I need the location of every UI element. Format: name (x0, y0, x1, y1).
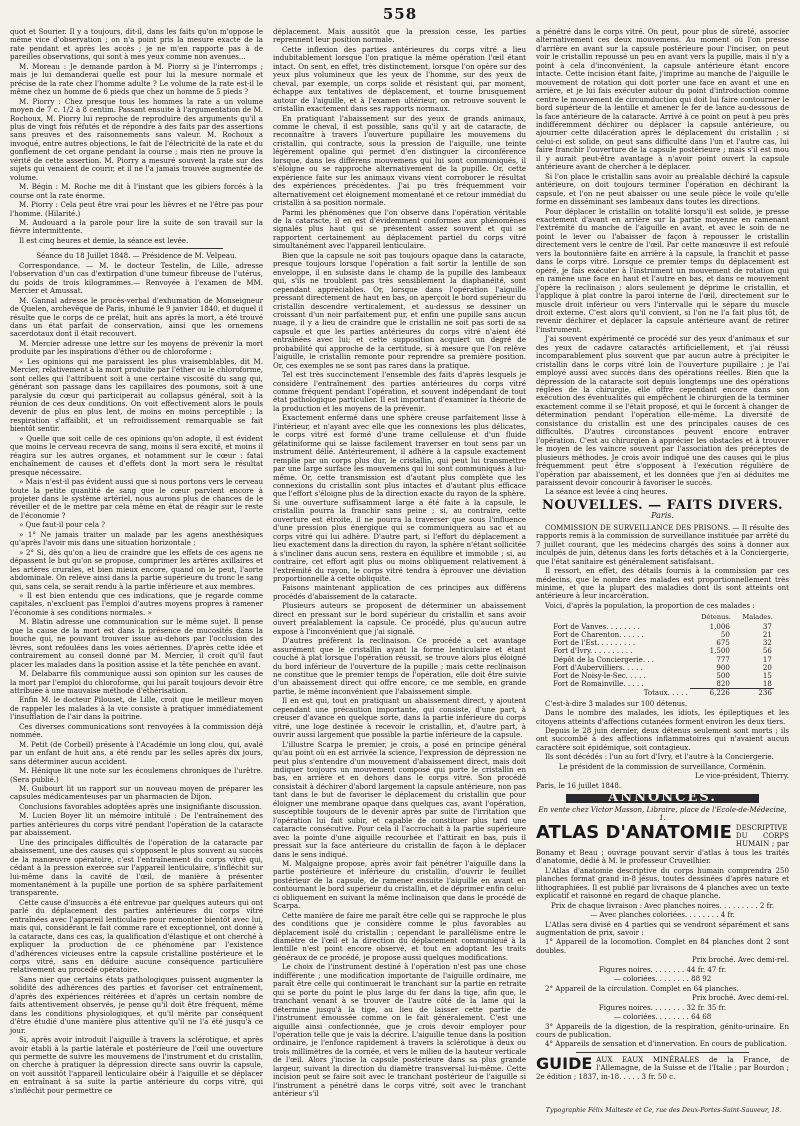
atlas-description: DESCRIPTIVE DU CORPS HUMAIN ; par Bonamy et Beau ; ouvrage pouvant servir d'atlas à tous les traités d'anatomie, dédié à M. le professeur Cruveilhier. (536, 822, 789, 866)
cell-label: Fort de Noisy-le-Sec. . . . . (553, 671, 646, 681)
column-3 (536, 28, 789, 1088)
paragraph: Cette cause d'insuccès a été entrevue par quelques auteurs qui ont parlé du déplacement des parties antérieures du corps vitré entraînées avec l'appareil lenticulaire pour remonter bientôt avec lui, mais qui, considérant le fait comme rare et exceptionnel, ont donné à la cataracte, dans ces cas, la qualification d'élastique et ont cherché à expliquer la production de ce phénomène par l'existence d'adhérences vicieuses entre la capsule cristalline postérieure et le corps vitré, sans en déduire aucune conséquence particulière relativement au procédé opératoire. (10, 897, 263, 975)
prison-table (551, 612, 774, 697)
cell-detenus: 900 (716, 662, 730, 672)
cell-malades: 18 (762, 679, 772, 689)
paragraph: déplacement. Mais aussitôt que la pression cesse, les parties reprennent leur position normale. (273, 27, 526, 45)
paragraph: 3° Appareils de la digestion, de la respiration, génito-urinaire. En cours de publication. (536, 1021, 789, 1039)
paragraph: M. Mercier adresse une lettre sur les moyens de prévenir la mort produite par les inspirations d'éther ou de chloroforme : (10, 338, 263, 357)
price-line: — coloriées. . . . . . . . 64 68 (613, 1012, 712, 1022)
paragraph: Si, après avoir introduit l'aiguille à travers la sclérotique, et après avoir établi à la partie latérale et postérieure de l'œil une ouverture qui permette de suivre les mouvemens de l'instrument et du cristallin, on cherche à pratiquer la dépression directe sans ouvrir la capsule, on voit aussitôt l'appareil lenticulaire obéir à l'aiguille et se déplacer en entraînant à sa suite la partie antérieure du corps vitré, qui s'infléchit pour permettre ce (10, 1035, 263, 1095)
paragraph: » 2° Si, dès qu'on a lieu de craindre que les effets de ces agens ne dépassent le but qu'on se propose, comprimer les artères axillaires et les artères crurales, et bien mieux encore, quand on le peut, l'aorte abdominale. On relève ainsi dans la partie supérieure du tronc le sang qui, sans cela, se serait rendu à la partie inférieure et aux membres. (10, 547, 263, 591)
cell-label: Fort d'Ivry. . . . . . . . . . (553, 646, 633, 656)
paragraph: M. Piorry : Chez presque tous les hommes la rate a un volume moyen de 7 c. 1/2 à 8 centim. Passant ensuite à l'argumentation de M. Rochoux, M. Piorry lui reproche de reproduire des arguments qu'il a plus de vingt fois réfutés et de répondre à des faits par des assertions sans preuves et des raisonnements sans valeur. M. Rochoux a invoqué, entre autres objections, le fait de l'électricité de la rate et du gonflement de cet organe pendant la course ; mais rien ne prouve la vérité de cette assertion. M. Piorry a mesuré souvent la rate sur des sujets qui venaient de courir, et il ne l'a jamais trouvée augmentée de volume. (10, 96, 263, 182)
paragraph: Faisons maintenant application de ces principes aux différens procédés d'abaissement de la cataracte. (273, 583, 526, 601)
signature: Le président de la commission de surveillance, Corménin. (558, 761, 767, 771)
paragraph: L'Atlas d'anatomie descriptive du corps humain comprendra 250 planches format grand in-8 jésus, toutes dessinées d'après nature et lithographiées. Il est publié par livraisons de 4 planches avec un texte explicatif et raisonné en regard de chaque planche. (536, 865, 789, 901)
paragraph: Plusieurs auteurs se proposent de déterminer un abaissement direct en pressant sur le bord supérieur du cristallin et sans avoir ouvert préalablement la capsule. Ce procédé, plus qu'aucun autre expose à l'inconvénient que j'ai signalé. (273, 601, 526, 636)
paragraph: » 1° Ne jamais traiter un malade par les agens anesthésiques qu'après l'avoir mis dans une situation horizontale ; (10, 529, 263, 548)
seance-heading: Séance du 18 Juillet 1848. — Présidence de M. Velpeau. (36, 251, 237, 261)
paragraph: Il en est qui, tout en pratiquant un abaissement direct, y ajoutent cependant une précaution importante, qui consiste, d'une part, à creuser d'avance en quelque sorte, dans la partie inférieure du corps vitré, une loge destinée à recevoir le cristallin, et, d'autre part, à ouvrir aussi largement que possible la partie inférieure de la capsule. (273, 696, 526, 740)
paragraph: L'Atlas sera divisé en 4 parties qui se vendront séparément et sans augmentation de prix, savoir : (536, 919, 789, 937)
paragraph: M. Bégin : M. Roche me dit à l'instant que les gibiers forcés à la course ont la rate énorme. (10, 182, 263, 200)
price-line: Figures noires. . . . . . . . 44 fr. 47 fr. (598, 964, 727, 974)
paragraph: Voici, d'après la population, la proportion de ces malades : (545, 600, 755, 610)
atlas-headline: ATLAS D'ANATOMIE (536, 821, 732, 843)
cell-label: Fort de Charenton. . . . . . (553, 630, 644, 640)
guide-description: AUX EAUX MINÉRALES de la France, de l'Allemagne, de la Suisse et de l'Italie ; par Bourdon ; 2e édition ; 1837, in-18. . . . . 3 fr. 50 c. (536, 1054, 789, 1081)
cell-malades: 17 (762, 654, 772, 664)
cell-detenus: 1,006 (709, 621, 730, 631)
news-subtitle: Paris. (651, 511, 674, 521)
page (10, 6, 790, 1114)
cell-detenus: 50 (720, 630, 730, 640)
paragraph: J'ai souvent expérimenté ce procédé sur des yeux d'animaux et sur des yeux de cadavre cataractés artificiellement, et j'ai réussi incomparablement plus souvent que par aucun autre à précipiter le cristallin dans le corps vitré loin de l'ouverture pupillaire ; je l'ai employé aussi avec succès dans des opérations réelles. Bien que la dépression de la cataracte soit depuis longtemps une des opérations réglées de la chirurgie, elle offre cependant encore dans son exécution des éventualités qui empêchent le chirurgien de la terminer exactement comme il se l'était proposé, et qui le forcent à changer de détermination pendant l'opération elle-même. La diversité de consistance du cristallin est une des principales causes de ces difficultés. D'autres circonstances peuvent encore entraver l'opération. C'est au chirurgien à apprécier les obstacles et à trouver le moyen de les vaincre souvent par l'association des préceptes de plusieurs méthodes. Je crois avoir indiqué une des causes qui le plus fréquemment peut être s'opposent à l'exécution régulière de l'opération par abaissement, et les données que j'en ai déduites me paraissent devoir concourir à favoriser le succès. (536, 334, 789, 488)
paragraph: Cette inflexion des parties antérieures du corps vitré a lieu indubitablement lorsque l'on pratique la même opération l'œil étant intact. On sent, en effet, très distinctement, lorsque l'on opère sur des yeux plus volumineux que les yeux de l'homme, sur des yeux de cheval, par exemple, un corps solide et résistant qui, par moment, échappe aux tentatives de déplacement, et tourne brusquement autour de l'aiguille, et à l'examen ultérieur, on retrouve souvent le cristallin exactement dans ses rapports normaux. (273, 44, 526, 114)
paragraph: » Quelle que soit celle de ces opinions qu'on adopte, il est évident que moins le cerveau recevra de sang, moins il sera excité, et moins il réagira sur les autres organes, et notamment sur le cœur : fatal enchaînement de causes et d'effets dont la mort sera le résultat presque nécessaire. (10, 433, 263, 477)
cell-malades: 56 (762, 646, 772, 656)
column-1 (10, 27, 263, 1095)
signature: Le vice-président, Thierry. (695, 771, 789, 781)
paragraph: Sans nier que certains états pathologiques puissent augmenter la solidité des adhérences des parties et favoriser cet entraînement, d'après des expériences réitérées et d'après un certain nombre de faits attentivement observés, je pense qu'il doit être fréquent, même dans les conditions physiologiques, et qu'il mérite par conséquent d'être étudié d'une manière plus attentive qu'il ne l'a été jusqu'à ce jour. (10, 974, 263, 1035)
paragraph: » Que faut-il pour cela ? (19, 520, 106, 530)
paragraph: M. Lucien Boyer lit un mémoire intitulé : De l'entraînement des parties antérieures du corps vitré pendant l'opération de la cataracte par abaissement. (10, 811, 263, 838)
paragraph: M. Delabarre fils communique aussi son opinion sur les causes de la mort par l'emploi du chloroforme, qui lui paraît toujours devoir être attribuée à une mauvaise méthode d'éthérisation. (10, 669, 263, 695)
paragraph: » Il est bien entendu que ces indications, que je regarde comme capitales, n'excluent pas l'emploi d'autres moyens propres à ramener l'économie à ses conditions normales. » (10, 591, 263, 617)
paragraph: Ces diverses communications sont renvoyées à la commission déjà nommée. (10, 721, 263, 740)
cell-label: Fort de Vanves. . . . . . . . (553, 621, 640, 631)
divider (50, 248, 223, 249)
annonces-title: ANNONCES. (566, 794, 759, 802)
paragraph: Depuis le 28 juin dernier, deux détenus seulement sont morts ; ils ont succombé à des affections inflammatoires qui n'avaient aucun caractère soit épidémique, soit contagieux. (536, 726, 789, 752)
paragraph: M. Guibourt lit un rapport sur un nouveau moyen de préparer les capsules médicamenteuses par un pharmacien de Dijon. (10, 783, 263, 802)
price-line: — Avec planches coloriées. . . . . . . . 4 fr. (590, 910, 735, 920)
table-total-row (551, 689, 774, 698)
cell-malades: 32 (762, 638, 772, 648)
cell-detenus: 500 (716, 671, 730, 681)
paragraph: 2° Appareil de la circulation. Complet en 64 planches. (545, 983, 739, 993)
paragraph: M. Moreau : Je demande pardon à M. Piorry si je l'interromps ; mais je lui demanderai quelle est pour lui la mesure normale et précise de la rate chez l'homme adulte ? Le volume de la rate est-il le même chez un homme de 6 pieds que chez un homme de 5 pieds ? (10, 61, 263, 97)
paragraph: a pénétré dans le corps vitré. On peut, pour plus de sûreté, associer alternativement ces deux mouvemens. Au moment où l'on presse d'arrière en avant sur la capsule postérieure pour l'inciser, on peut voir le cristallin repoussé un peu en avant vers la pupille, mais il n'y a point à cela d'inconvénient, la capsule antérieure étant encore intacte. Cette incision étant faite, j'imprime au manche de l'aiguille le mouvement de rotation qui doit porter une face en avant et une en arrière, et je lui fais exécuter autour du point d'introduction comme centre le mouvement de circumduction qui doit lui faire contourner le bord supérieur de la lentille et amener le fer de lance au-dessous de la face antérieure de la cataracte. Arrivé à ce point on peut à peu près indifféremment déchirer ou déplacer la capsule antérieure, ou ajourner cette dilacération après le déplacement du cristallin ; si celui-ci est solide, on peut sans difficulté dans l'un et l'autre cas, lui faire franchir l'ouverture de la capsule postérieure ; mais s'il est mou il y aurait peut-être avantage à n'avoir point ouvert la capsule antérieure avant de chercher à le déplacer. (536, 27, 789, 172)
column-2 (273, 27, 526, 1099)
price-header: Prix broché. Avec demi-rel. (691, 993, 789, 1003)
paragraph: L'illustre Scarpa le premier, je crois, a posé en principe général qu'au point où en est arrivée la science, l'expression de dépression ne peut plus s'entendre d'un mouvement d'abaissement direct, mais doit indiquer toujours un mouvement composé qui porte le cristallin en bas, en arrière et en dehors dans le corps vitré. Son procédé consistait à déchirer d'abord largement la capsule antérieure, non pas tant dans le but de favoriser le déplacement du cristallin que pour éloigner une membrane opaque dans quelques cas, avant l'opération, susceptible toujours de le devenir après par suite de l'irritation que l'opération lui fait subir, et capable de constituer plus tard une cataracte consécutive. Pour cela il l'accrochait à la partie supérieure avec la pointe d'une aiguille recourbée et l'attirait en bas, puis il pressait sur la face antérieure du cristallin de façon à le déplacer dans le sens indiqué. (273, 739, 526, 859)
paragraph: 4° Appareils de sensation et d'innervation. En cours de publication. (545, 1039, 787, 1049)
page-number: 558 (382, 5, 418, 23)
paragraph: Tel est très succinctement l'ensemble des faits d'après lesquels je considère l'entraînement des parties antérieures du corps vitré comme fréquent pendant l'opération, et souvent indépendant de tout état pathologique particulier. Il est important d'examiner la théorie de la production et les moyens de la prévenir. (273, 370, 526, 413)
cell-malades: 20 (762, 662, 772, 672)
guide-headline: GUIDE (536, 1053, 593, 1073)
paragraph: M. Petit (de Corbeil) présente à l'Académie un long clou, qui, avalé par un enfant de huit ans, a été rendu par les selles après dix jours, sans déterminer aucun accident. (10, 739, 263, 766)
paragraph: Dans le nombre des malades, les idiots, les épileptiques et les citoyens atteints d'affections cutanées forment environ les deux tiers. (536, 708, 789, 726)
paragraph: M. Gannal adresse le procès-verbal d'exhumation de Monseigneur de Quelen, archevêque de Paris, inhumé le 9 janvier 1840, et duquel il résulte que le corps de ce prélat, huit ans après la mort, a été trouvé dans un état parfait de conservation, ainsi que les ornemens sacerdotaux dont il était recouvert. (10, 295, 263, 339)
cell-label: Totaux. . . . . (643, 688, 688, 698)
cell-detenus: 777 (716, 654, 730, 664)
cell-detenus: 1,500 (709, 646, 730, 656)
price-line: Figures noires. . . . . . . . 32 fr. 35 fr. (598, 1002, 727, 1012)
price-line: Prix de chaque livraison : Avec planches noires. . . . . . . . . 2 fr. (550, 900, 775, 910)
guide-ad (536, 1053, 789, 1081)
columns (10, 27, 790, 1099)
paragraph: En pratiquant l'abaissement sur des yeux de grands animaux, comme le cheval, il est possible, sans qu'il y ait de cataracte, de reconnaître à travers l'ouverture pupillaire les mouvemens du cristallin, qui contracte, sous la pression de l'aiguille, une teinte légèrement opaline qui permet d'en distinguer la circonférence lorsque, dans les différens mouvemens qui lui sont communiqués, il s'éloigne ou se rapproche alternativement de la pupille. Or, cette expérience faite sur les animaux vivans vient corroborer le résultat des expériences précédentes. J'ai pu très fréquemment voir alternativement cet éloignement momentané et ce retour immédiat du cristallin à sa position normale. (273, 113, 526, 208)
paragraph: Cette manière de faire me paraît être celle qui se rapproche le plus des conditions que je considère comme le plus favorables au déplacement isolé du cristallin ; cependant le parallélisme entre le diamètre de l'œil et la direction du déplacement communiqué à la lentille n'est point encore observé, et tout en adoptant les traits généraux de ce procédé, je propose aussi quelques modifications. (273, 910, 526, 962)
cell-malades: 236 (732, 689, 774, 698)
news-title: NOUVELLES. — FAITS DIVERS. (541, 497, 784, 513)
paragraph: « Les opinions qui me paraissent les plus vraisemblables, dit M. Mercier, relativement à la mort produite par l'éther ou le chloroforme, sont celles qui l'attribuent soit à une certaine viscosité du sang qui, générant son passage dans les capillaires des poumons, soit à une paralysie du cœur qui participerait au collapsus général, soit à la réunion de ces deux conditions. On voit effectivement alors le pouls devenir de plus en plus lent, de moins en moins perceptible ; la respiration s'affaiblit, et un refroidissement remarquable se fait bientôt sentir. (10, 356, 263, 434)
column-header: Malades. (742, 613, 773, 622)
paragraph: M. Audouard a la parole pour lire la suite de son travail sur la fièvre intermittente. (10, 217, 263, 236)
cell-malades: 37 (762, 621, 772, 631)
paragraph: COMMISSION DE SURVEILLANCE DES PRISONS. — Il résulte des rapports remis à la commission de surveillance instituée par arrêté du 7 juillet courant, que les médecins chargés des soins à donner aux inculpés de juin, détenus dans les forts détachés et à la Conciergerie, que l'état sanitaire est généralement satisfaisant. (536, 522, 789, 566)
paragraph: quot et Sourier. Il y a toujours, dit-il, dans les faits qu'on m'oppose le même vice d'observation ; on n'a point pris la mesure exacte de la rate pendant et après les accès ; je ne m'en rapporte pas à de pareilles observations, qui sont à mes yeux comme non avenues... (10, 27, 263, 62)
column-header: Détenus. (701, 613, 731, 622)
paragraph: M. Blatin adresse une communication sur le même sujet. Il pense que la cause de la mort est dans la présence de mucosités dans la bouche qui, ne pouvant trouver issue au-dehors par l'occlusion des lèvres, sont refoulées dans les voies aériennes. D'après cette idée et contrairement au conseil donné par M. Mercier, il croit qu'il faut placer les malades dans la position assise et la tête penchée en avant. (10, 617, 263, 669)
paragraph: Une des principales difficultés de l'opération de la cataracte par abaissement, une des causes qui s'opposent le plus souvent au succès de la manœuvre opératoire, c'est l'entraînement du corps vitré qui, cédant à la pression exercée sur l'appareil lenticulaire, s'infléchit sur lui-même dans la cavité de l'œil, de manière à présenter momentanément à la pupille une portion de sa sphère parfaitement transparente. (10, 837, 263, 898)
cell-malades: 21 (762, 630, 772, 640)
cell-label: Fort d'Aubervilliers. . . . . (553, 662, 643, 672)
cell-malades: 15 (762, 671, 772, 681)
paragraph: Enfin M. le docteur Pilouset, de Lille, croit que le meilleur moyen de rappeler les malades à la vie consiste à pratiquer immédiatement l'insufflation de l'air dans la poitrine. (10, 695, 263, 722)
cell-label: Fort de Romainville. . . . . (553, 679, 644, 689)
dateline: Paris, le 16 juillet 1848. (536, 780, 622, 790)
paragraph: Correspondance. — M. le docteur Testelin, de Lille, adresse l'observation d'un cas d'extirpation d'une tumeur fibreuse de l'utérus, du poids de trois kilogrammes.— Renvoyée à l'examen de MM. Mercier et Amussat. (10, 260, 263, 296)
cell-detenus: 675 (716, 638, 730, 648)
cell-label: Dépôt de la Conciergerie. . . (553, 654, 655, 664)
paragraph: 1° Appareil de la locomotion. Complet en 84 planches dont 2 sont doubles. (536, 937, 789, 955)
cell-detenus: 820 (716, 679, 730, 689)
paragraph: » Mais n'est-il pas évident aussi que si nous portons vers le cerveau toute la petite quantité de sang que le cœur parvient encore à projeter dans le système artériel, nous aurons plus de chances de le réveiller et de le mettre par cela même en état de réagir sur le reste de l'économie ? (10, 477, 263, 520)
paragraph: Parmi les phénomènes que l'on observe dans l'opération véritable de la cataracte, il en est d'évidemment conformes aux phénomènes signalés plus haut qui se présentent assez souvent et qui se rapportent certainement au déplacement partiel du corps vitré simultanément avec l'appareil lenticulaire. (273, 207, 526, 251)
paragraph: C'est-à-dire 3 malades sur 100 détenus. (545, 698, 688, 708)
price-line: — coloriées. . . . . . . . 88 92 (613, 974, 712, 984)
paragraph: Ils sont décédés : l'un au fort d'Ivry, et l'autre à la Conciergerie. (545, 752, 774, 762)
atlas-ad (536, 821, 789, 866)
paragraph: M. Malgaigne propose, après avoir fait pénétrer l'aiguille dans la partie postérieure et inférieure du cristallin, d'ouvrir le feuillet postérieur de la capsule, de ramener ensuite l'aiguille en avant en contournant le bord supérieur du cristallin, et de déprimer enfin celui-ci obliquement en suivant la même inclinaison que dans le procédé de Scarpa. (273, 858, 526, 911)
paragraph: D'autres préfèrent la reclinaison. Ce procédé a cet avantage assurément que le cristallin ayant la forme lenticulaire et étant couché à plat lorsque l'opération réussit, se trouve alors plus éloigné du bord inférieur de l'ouverture de la pupille ; mais cette reclinaison ne constitue que le premier temps de l'opération, elle doit être suivie d'un abaissement direct qui offre encore, ce me semble, en grande partie, le même inconvénient que l'abaissement simple. (273, 636, 526, 696)
cell-detenus: 6,226 (690, 689, 732, 698)
paragraph: Le choix de l'instrument destiné à l'opération n'est pas une chose indifférente ; une modification importante de l'aiguille ordinaire, me paraît être celle qui continuerait le tranchant sur la partie en retraite qui se porte du point le plus large du fer dans la tige, afin que, le tranchant venant à se trouver de l'autre côté de la lame qui la détermine jusqu'à la tige, au lieu de laisser cette partie de l'instrument émoussée comme on le fait généralement. C'est une aiguille ainsi confectionnée, que je crois devoir employer pour l'opération telle que je vais la décrire. L'aiguille tenue dans la position ordinaire, je l'enfonce rapidement à travers la sclérotique à deux ou trois millimètres de la cornée, et vers le milieu de la hauteur verticale de l'œil. Alors j'incise la capsule postérieure dans sa plus grande largeur, suivant la direction du diamètre transversal lui-même. Cette incision peut se faire soit avec le tranchant postérieur de l'aiguille si l'instrument a pénétré dans le corps vitré, soit avec le tranchant antérieur s'il (273, 962, 526, 1099)
paragraph: Bien que la capsule ne soit pas toujours opaque dans la cataracte, presque toujours lorsque l'opération a fait sortir la lentille de son enveloppe, il en subsiste dans le champ de la pupille des lambeaux qui, s'ils ne troublent pas très sensiblement la diaphanéité, sont cependant appréciables. Or, lorsque dans l'opération l'aiguille pressant directement de haut en bas, on aperçoit le bord supérieur du cristallin descendre verticalement, et au-dessus se dessiner un croissant d'un noir parfaitement pur, et enfin une pupille sans aucun nuage, il y a lieu de craindre que le cristallin ne soit pas sorti de sa capsule et que les parties antérieures du corps vitré n'aient été entraînées avec lui; et cette supposition acquiert un degré de probabilité qui approche de la certitude, si à mesure que l'on relève l'aiguille, le cristallin remonte pour reprendre sa première position. Or, ces exemples ne se sont pas rares dans la pratique. (273, 250, 526, 370)
price-header: Prix broché. Avec demi-rel. (691, 955, 789, 965)
paragraph: Conclusions favorables adoptées après une insignifiante discussion. (19, 801, 262, 811)
annonces-intro: En vente chez Victor Masson, Libraire, place de l'Ecole-de-Médecine, 1. (538, 804, 787, 823)
paragraph: M. Hénique lit une note sur les écoulemens chroniques de l'urètre. (Sera publié.) (10, 766, 263, 784)
paragraph: Pour déplacer le cristallin on totalité lorsqu'il est solide, je presse exactement d'avant en arrière sur la partie moyenne en ramenant l'extrémité du manche de l'aiguille en avant, et avec le soin de ne point le lever ou l'abaisser de façon à repousser le cristallin directement vers le centre de l'œil. Par cette manœuvre il est refoulé vers la boutonnière faite en arrière à la capsule, la franchit et passe dans le corps vitré. Lorsque ce premier temps du déplacement est opéré, je fais exécuter à l'instrument un mouvement de rotation qui en ramène une face en haut et l'autre en bas, et dans ce mouvement j'opère la reclinaison ; alors seulement je déprime le cristallin, et l'applique à plat contre la paroi interne de l'œil, directement sur le muscle droit inférieur ou vers l'intervalle qui le sépare du muscle droit externe. C'est alors qu'il convient, si l'on ne l'a fait plus tôt, de revenir déchirer et déplacer la capsule antérieure avant de retirer l'instrument. (536, 206, 789, 334)
paragraph: Il ressort, en effet, des détails fournis à la commission par ces médecins, que le nombre des malades est proportionnellement très minime, et que la plupart des maladies dont ils sont atteints ont antérieure à leur incarcération. (536, 566, 789, 601)
paragraph: Il est cinq heures et demie, la séance est levée. (19, 235, 189, 245)
paragraph: M. Piorry : Cela peut être vrai pour les lièvres et ne l'être pas pour l'homme. (Hilarité.) (10, 200, 263, 218)
cell-label: Fort de l'Est. . . . . . . . . (553, 638, 636, 648)
paragraph: Exactement enfermé dans une sphère creuse parfaitement lisse à l'intérieur, et n'ayant avec elle que les connexions les plus délicates, le corps vitré est formé d'une trame celluleuse et d'un fluide gélatiniforme qui se laisse facilement traverser en tout sens par un instrument délié. Antérieurement, il adhère à la capsule exactement remplie par un corps plus dur, le cristallin, qui peut lui transmettre par une large surface les mouvemens qui lui sont communiqués à lui-même. Or, cette transmission est d'autant plus complète que les connexions du cristallin sont plus intactes et d'autant plus efficace que l'effort s'éloigne plus de la direction exacte du rayon de la sphère. Si une ouverture suffisamment large a été faite à la capsule, le cristallin pourra la franchir sans peine ; si, au contraire, cette ouverture est étroite, il ne pourra la traverser que sous l'influence d'une pression plus énergique qui se communiquera au sac et au corps vitré qui lui adhère. D'autre part, si l'effort du déplacement a lieu exactement dans la direction du rayon, la sphère n'étant sollicitée à s'incliner dans aucun sens, restera en équilibre et immobile ; si, au contraire, cet effort agit plus ou moins obliquement relativement à l'extrémité du rayon, le corps vitré tendra à éprouver une déviation proportionnelle à cette obliquité. (273, 413, 526, 583)
paragraph: Si l'on place le cristallin sans avoir au préalable déchiré la capsule antérieure, on doit toujours terminer l'opération en déchirant la capsule, et l'on ne peut abaisser ou une seule pièce le voile qu'elle forme en disséminant ses lambeaux dans toutes les directions. (536, 171, 789, 207)
printer-footer: Typographie Félix Malteste et Ce, rue des Deux-Portes-Saint-Sauveur, 18. (545, 1107, 782, 1114)
divider (576, 1052, 749, 1053)
paragraph: La séance est levée à cinq heures. (545, 487, 668, 497)
